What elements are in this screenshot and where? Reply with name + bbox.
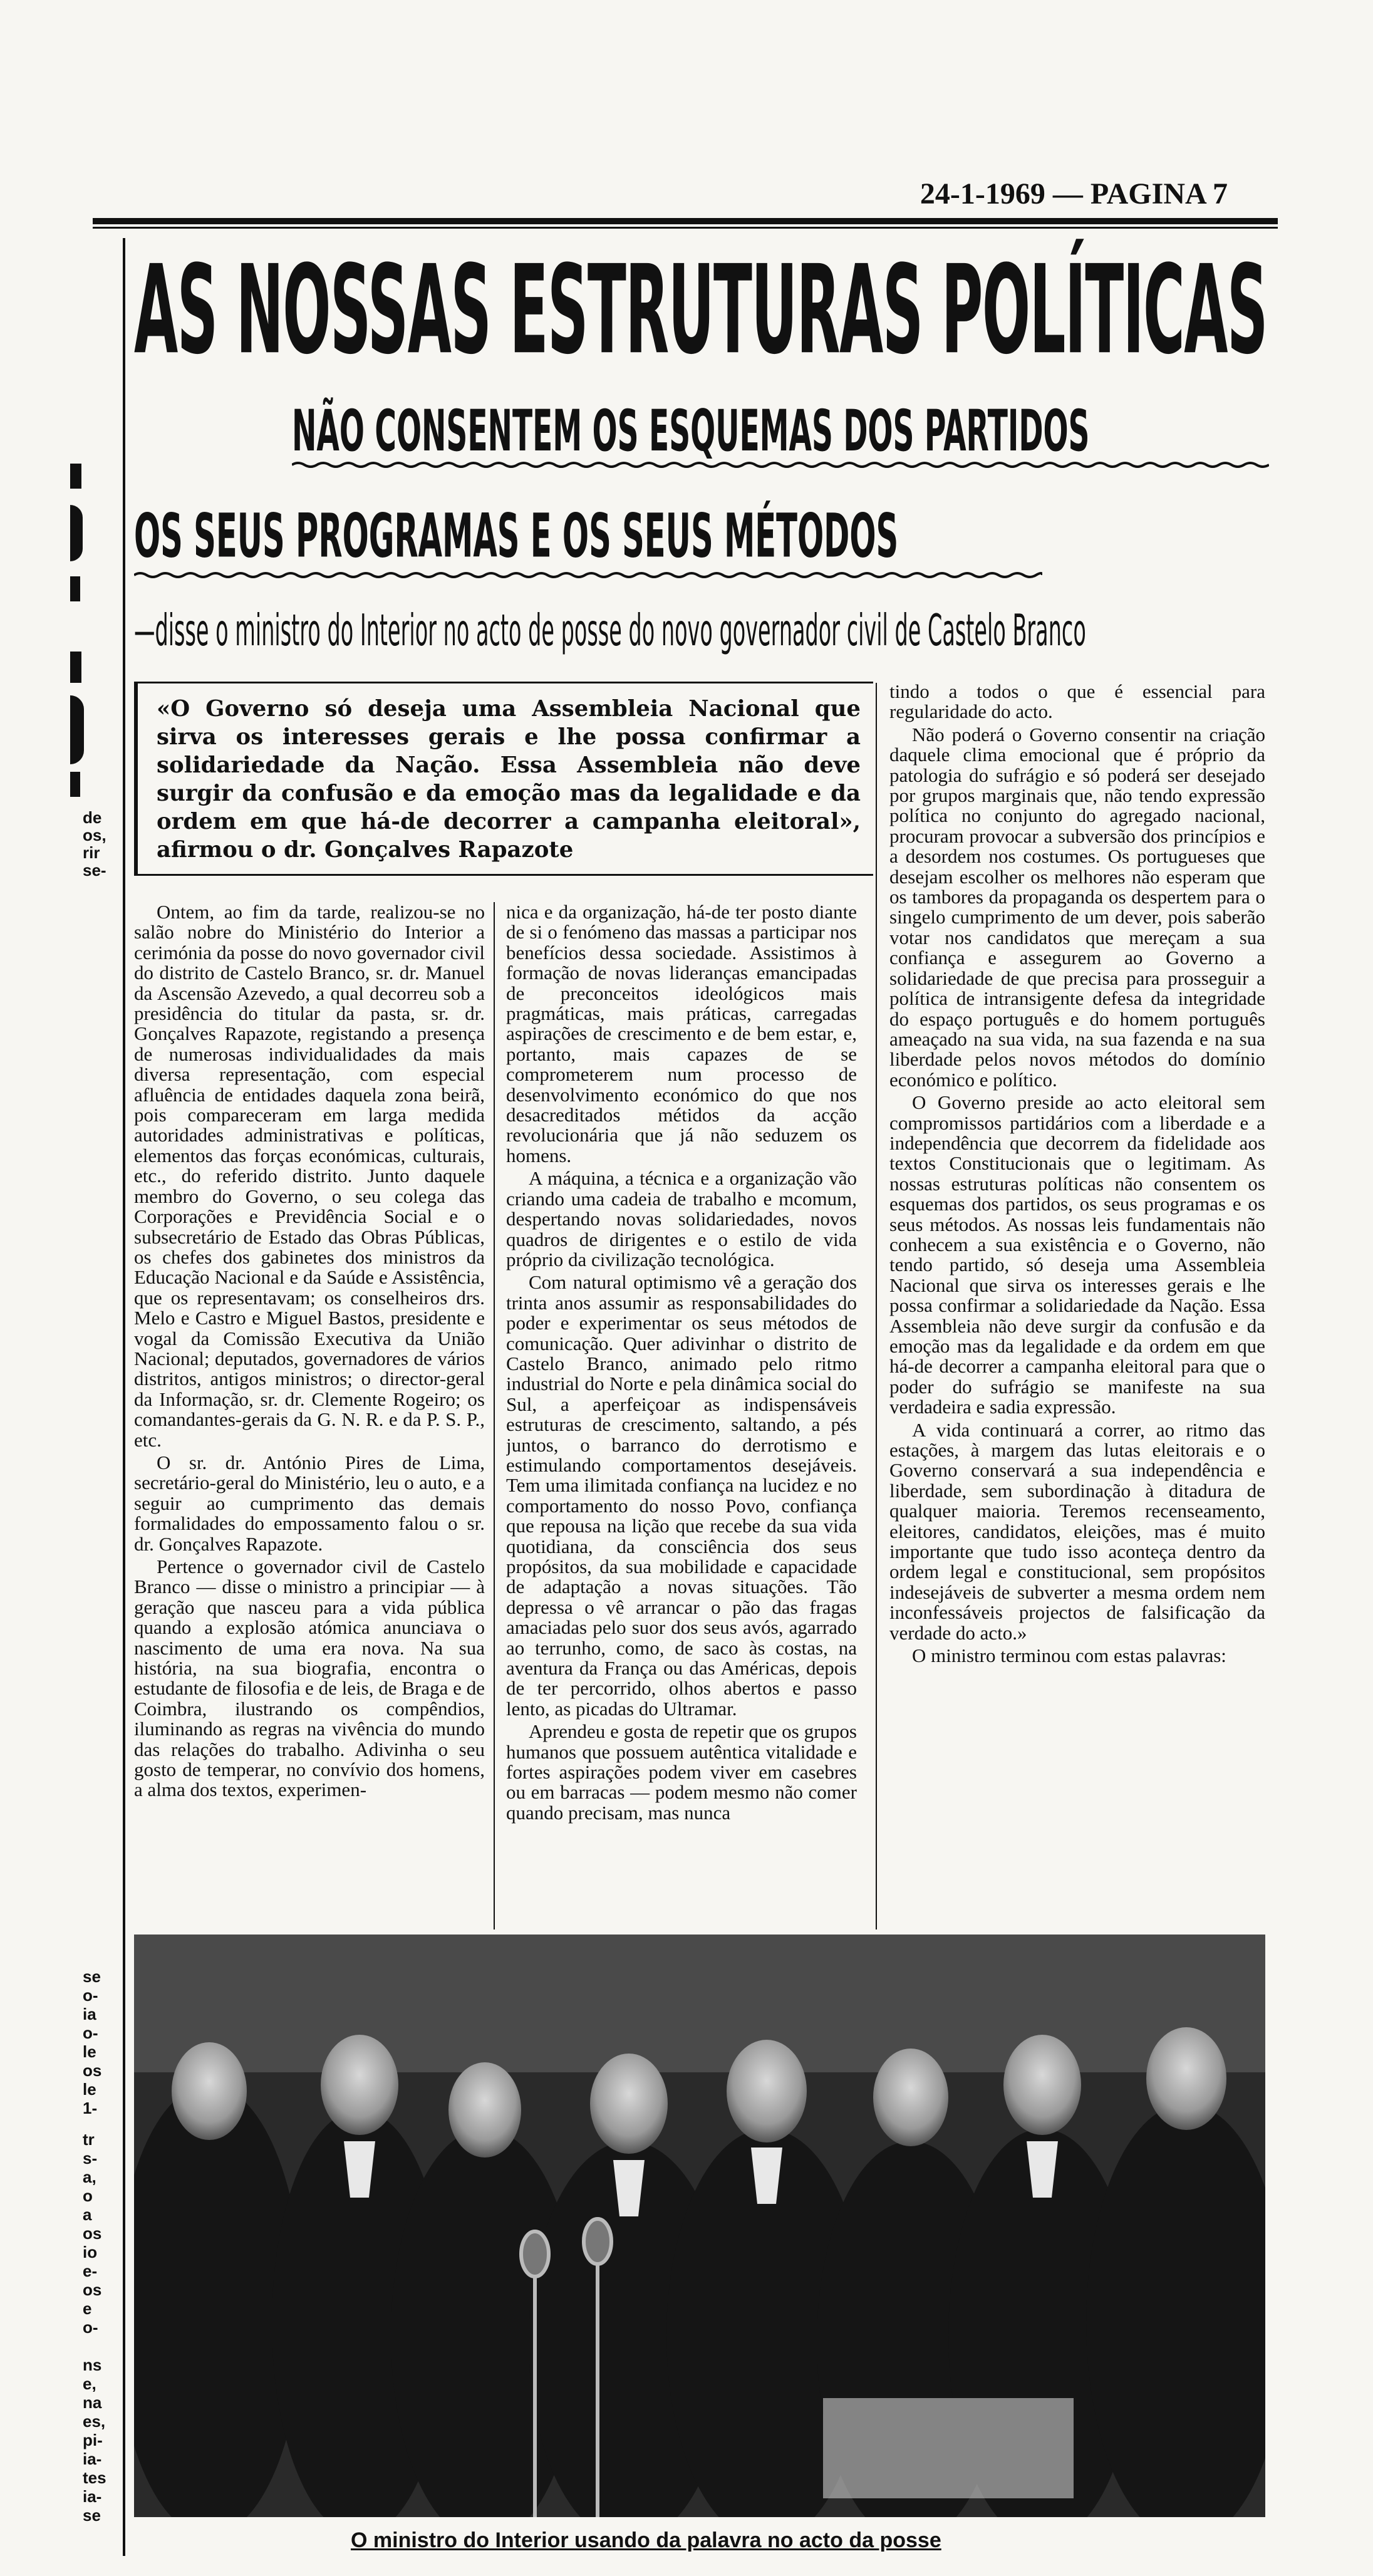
top-rule <box>93 218 1278 224</box>
margin-fragment: le <box>83 2080 96 2099</box>
pull-quote-box <box>134 682 873 876</box>
margin-fragment: se- <box>83 861 106 880</box>
margin-fragment: a <box>83 2205 92 2224</box>
margin-fragment: ns <box>83 2355 102 2374</box>
margin-fragment: ia- <box>83 2449 102 2468</box>
photo-scene <box>134 1935 1265 2517</box>
margin-bracket <box>70 652 81 683</box>
margin-fragment: ia <box>83 2005 96 2023</box>
column-1 <box>134 902 485 1936</box>
margin-fragment: 1- <box>83 2099 98 2117</box>
margin-fragment: o- <box>83 1986 98 2005</box>
paragraph: tindo a todos o que é essencial para regularidade do acto. <box>889 682 1265 723</box>
wavy-underline-2 <box>134 571 1042 579</box>
paragraph: Com natural optimismo vê a geração dos trinta anos assumir as responsabilidades do poder e experimentar os seus métodos de comunicação. Quer adivinhar o distrito de Castelo Branco, animado pelo ritmo industrial do Norte e pela dinâmica social do Sul, a aperfeiçoar as indispensáveis estruturas de crescimento, saltando, a pés juntos, o barranco do derrotismo e estimulando comportamentos desejáveis. Tem uma ilimitada confiança na lucidez e no comportamento do nosso Povo, confiança que repousa na lição que recebe da sua vida quotidiana, da consciência dos seus propósitos, da sua mobilidade e capacidade de adaptação a novas situações. Tão depressa o vê arrancar o pão das fragas amaciadas pelo suor dos seus avós, agarrado ao terrunho, como, de saco às costas, na aventura da França ou das Américas, depois de ter percorrido, olhos abertos e passo lento, as picadas do Ultramar. <box>506 1271 857 1720</box>
column-separator <box>876 683 877 1929</box>
margin-fragment: rir <box>83 843 100 862</box>
pull-quote: «O Governo só deseja uma Assembleia Nacional que sirva os interesses gerais e lhe possa confirmar a solidariedade da Nação. Essa Assembleia não deve surgir da confusão e da emoção mas da legalidade e da ordem em que há-de decorrer a campanha eleitoral», afirmou o dr. Gonçalves Rapazote <box>157 696 861 863</box>
top-rule-thin <box>93 227 1278 229</box>
paragraph: O ministro terminou com estas palavras: <box>912 1644 1226 1667</box>
margin-fragment: os <box>83 2224 102 2243</box>
column-separator <box>494 902 495 1929</box>
margin-fragment: o- <box>83 2023 98 2042</box>
headline-main: AS NOSSAS ESTRUTURAS POLÍTICAS <box>134 238 1267 382</box>
margin-fragment: e <box>83 2299 92 2318</box>
margin-fragment: o <box>83 2186 93 2205</box>
paragraph: O Governo preside ao acto eleitoral sem compromissos partidários com a liberdade e a independência que decorrem da fidelidade aos textos Constitucionais que o legitimam. As nossas estruturas políticas não consentem os esquemas dos partidos, os seus programas e os seus métodos. As nossas leis fundamentais não conhecem a sua existência e o Governo, não tendo partido, só deseja uma Assembleia Nacional que sirva os interesses gerais e lhe possa confirmar a solidariedade da Nação. Essa Assembleia não deve surgir da confusão e da emoção mas da legalidade e da ordem em que há-de decorrer a campanha eleitoral para que o poder do sufrágio se manifeste na sua verdadeira e sadia expressão. <box>889 1091 1265 1418</box>
column-2 <box>506 902 857 1936</box>
headline-third: OS SEUS PROGRAMAS E OS SEUS MÉTODOS <box>134 501 899 571</box>
dateline: 24-1-1969 — PAGINA 7 <box>920 177 1228 210</box>
margin-bracket <box>70 505 83 561</box>
margin-bracket <box>70 576 80 601</box>
margin-fragment: io <box>83 2243 98 2262</box>
paragraph: O sr. dr. António Pires de Lima, secretário-geral do Ministério, leu o auto, e a seguir ao cumprimento das demais formalidades do empossamento falou o sr. dr. Gonçalves Rapazote. <box>134 1451 485 1555</box>
margin-bracket <box>70 464 81 489</box>
column-3 <box>889 682 1265 1935</box>
margin-fragment: de <box>83 808 102 827</box>
margin-fragment: tr <box>83 2130 95 2149</box>
margin-fragment: ia- <box>83 2487 102 2506</box>
margin-fragment: s- <box>83 2149 98 2168</box>
margin-fragment: le <box>83 2042 96 2061</box>
margin-fragment: a, <box>83 2168 96 2186</box>
paragraph: Aprendeu e gosta de repetir que os grupos humanos que possuem autêntica vitalidade e fortes aspirações podem viver em casebres ou em barracas — podem mesmo não comer quando precisam, mas nunca <box>506 1720 857 1824</box>
margin-fragment: os <box>83 2061 102 2080</box>
margin-fragment: pi- <box>83 2431 103 2449</box>
margin-fragment: es, <box>83 2412 106 2431</box>
margin-fragment: na <box>83 2393 102 2412</box>
paragraph: Não poderá o Governo consentir na criação daquele clima emocional que é próprio da patologia do sufrágio e só poderá ser desejado por grupos marginais que, não tendo expressão política no conjunto do agregado nacional, procuram provocar a subversão dos princípios e a desordem nos costumes. Os portugueses que desejam escolher os melhores não esperam que os tambores da propaganda os despertem para o singelo cumprimento de um dever, pois saberão votar nos candidatos que mereçam a sua confiança e assegurem ao Governo a solidariedade de que precisa para prosseguir a política de intransigente defesa da integridade do espaço português e do homem português ameaçado na sua vida, na sua fazenda e na sua liberdade pelos novos métodos do domínio económico e político. <box>889 723 1265 1091</box>
paragraph: Pertence o governador civil de Castelo Branco — disse o ministro a principiar — à geração que nasceu para a vida pública quando a explosão atómica anunciava o nascimento de uma era nova. Na sua história, na sua biografia, encontra o estudante de filosofia e de leis, de Braga e de Coimbra, ilustrando os compêndios, iluminando as regras na vivência do mundo das relações do trabalho. Adivinha o seu gosto de temperar, no convívio dos homens, a alma dos textos, experimen- <box>134 1555 485 1801</box>
paragraph: Ontem, ao fim da tarde, realizou-se no salão nobre do Ministério do Interior a cerimónia da posse do novo governador civil do distrito de Castelo Branco, sr. dr. Manuel da Ascensão Azevedo, a qual decorreu sob a presidência do titular da pasta, sr. dr. Gonçalves Rapazote, registando a presença de numerosas individualidades da mais diversa representação, com especial afluência de entidades daquela zona beirã, pois compareceram em larga medida autoridades administrativas e políticas, elementos das forças económicas, culturais, etc., do referido distrito. Junto daquele membro do Governo, o seu colega das Corporações e Previdência Social e o subsecretário de Estado das Obras Públicas, os chefes dos gabinetes dos ministros da Educação Nacional e da Saúde e Assistência, que os representavam; os conselheiros drs. Melo e Castro e Miguel Bastos, presidente e vogal da Comissão Executiva da União Nacional; deputados, governadores de vários distritos, antigos ministros; o director-geral da Informação, sr. dr. Clemente Rogeiro; os comandantes-gerais da G. N. R. e da P. S. P., etc. <box>134 902 485 1451</box>
headline-second: NÃO CONSENTEM OS ESQUEMAS DOS PARTIDOS <box>292 397 1090 464</box>
margin-fragment: tes <box>83 2468 106 2487</box>
paragraph: nica e da organização, há-de ter posto diante de si o fenómeno das massas a participar nos benefícios dessa sociedade. Assistimos à formação de novas lideranças emancipadas de preconceitos ideológicos mais pragmáticas, mais práticas, carregadas aspirações de crescimento e de bem estar, e, portanto, mais capazes de se comprometerem num processo de desenvolvimento económico do que nos desacreditados métidos da acção revolucionária que já não seduzem os homens. <box>506 902 857 1166</box>
paragraph: A vida continuará a correr, ao ritmo das estações, à margem das lutas eleitorais e o Governo conservará a sua independência e liberdade, sem subordinação à ditadura de qualquer maioria. Teremos recenseamento, eleitores, candidatos, eleições, mas é muito importante que tudo isso aconteça dentro da ordem legal e constitucional, sem propósitos indesejáveis de subverter a mesma ordem nem inconfessáveis projectos de falsificação da verdade do acto.» <box>889 1418 1265 1644</box>
photo-caption: O ministro do Interior usando da palavra no acto da posse <box>351 2528 941 2552</box>
margin-fragment: os, <box>83 826 106 844</box>
margin-fragment: o- <box>83 2318 98 2337</box>
news-photo <box>134 1935 1265 2517</box>
margin-bracket <box>70 695 84 764</box>
margin-fragment: se <box>83 2506 101 2525</box>
margin-fragment: e, <box>83 2374 96 2393</box>
paragraph: A máquina, a técnica e a organização vão criando uma cadeia de trabalho e mcomum, despertando novas solidariedades, novos quadros de dirigentes e o estilo de vida próprio da civilização tecnológica. <box>506 1167 857 1270</box>
left-column-rule <box>123 238 125 2556</box>
margin-fragment: e- <box>83 2262 98 2280</box>
margin-bracket <box>70 772 80 797</box>
margin-fragment: os <box>83 2280 102 2299</box>
subheadline: —disse o ministro do Interior no acto de posse do novo governador civil de Castelo Branco <box>134 605 1086 657</box>
margin-fragment: se <box>83 1967 101 1986</box>
wavy-underline-1 <box>292 461 1269 469</box>
